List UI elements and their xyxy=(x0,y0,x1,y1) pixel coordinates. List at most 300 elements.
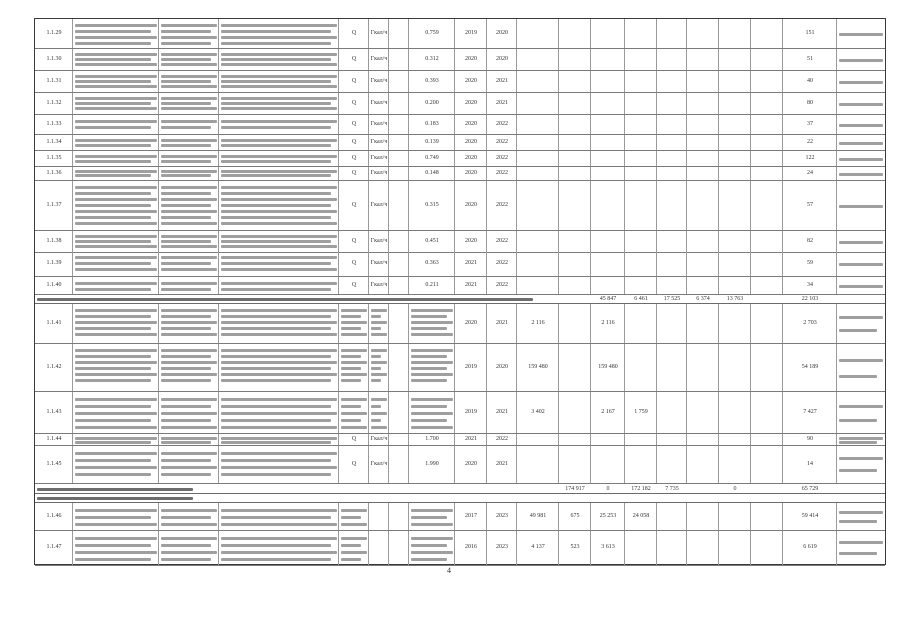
table-cell xyxy=(219,277,339,294)
text-line xyxy=(75,355,151,358)
text-line xyxy=(221,240,331,243)
table-cell xyxy=(657,115,687,134)
capacity-value: 0.211 xyxy=(425,282,439,288)
text-line xyxy=(839,419,877,422)
year-start: 2020 xyxy=(465,320,477,326)
text-line xyxy=(161,441,211,444)
capacity-value: 0.139 xyxy=(425,139,439,145)
table-cell xyxy=(591,135,625,150)
text-line xyxy=(161,198,217,201)
table-cell xyxy=(559,434,591,445)
total-value: 59 xyxy=(807,260,813,266)
year-start: 2020 xyxy=(465,461,477,467)
text-line xyxy=(341,349,367,352)
table-cell xyxy=(389,446,409,483)
text-line xyxy=(411,523,453,526)
text-line xyxy=(371,412,387,415)
text-line xyxy=(221,509,337,512)
text-line xyxy=(839,457,883,460)
text-line xyxy=(839,103,883,106)
cost-value: 2 167 xyxy=(601,409,615,415)
text-line xyxy=(161,155,217,158)
text-line xyxy=(221,245,337,248)
year-end: 2022 xyxy=(496,121,508,127)
total-value: 24 xyxy=(807,170,813,176)
table-row xyxy=(35,531,885,566)
text-line xyxy=(341,315,361,318)
text-line xyxy=(161,102,211,105)
text-line xyxy=(411,551,453,554)
text-line xyxy=(161,551,217,554)
year-start: 2020 xyxy=(465,78,477,84)
year-end: 2020 xyxy=(496,30,508,36)
text-line xyxy=(75,97,157,100)
text-line xyxy=(839,285,883,288)
text-line xyxy=(161,160,211,163)
year-end: 2022 xyxy=(496,202,508,208)
table-cell xyxy=(751,115,783,134)
text-line xyxy=(221,63,337,66)
table-row xyxy=(35,446,885,484)
table-cell xyxy=(559,71,591,92)
table-cell xyxy=(389,503,409,530)
text-line xyxy=(411,367,447,370)
unit-gcal: Гкал/ч xyxy=(370,139,388,145)
text-line xyxy=(839,81,883,84)
text-line xyxy=(411,426,453,429)
table-row xyxy=(35,135,885,151)
table-cell xyxy=(625,135,657,150)
text-line xyxy=(75,405,151,408)
table-cell xyxy=(751,231,783,252)
year-start: 2020 xyxy=(465,121,477,127)
table-cell xyxy=(687,392,719,433)
text-line xyxy=(221,398,337,401)
total-value: 6 619 xyxy=(803,544,817,550)
year-start: 2021 xyxy=(465,260,477,266)
table-cell xyxy=(625,49,657,70)
unit-q: Q xyxy=(351,56,357,62)
table-cell xyxy=(159,151,219,166)
table-cell xyxy=(591,277,625,294)
table-cell xyxy=(751,434,783,445)
text-line xyxy=(221,516,331,519)
unit-q: Q xyxy=(351,30,357,36)
text-line xyxy=(161,245,217,248)
text-line xyxy=(341,398,367,401)
text-line xyxy=(161,419,211,422)
table-cell xyxy=(657,503,687,530)
text-line xyxy=(371,321,387,324)
table-row xyxy=(35,71,885,93)
text-line xyxy=(221,204,331,207)
text-line xyxy=(221,452,337,455)
unit-q: Q xyxy=(351,121,357,127)
cost-value: 2 116 xyxy=(531,320,545,326)
subtotal-value: 172 182 xyxy=(631,486,651,492)
text-line xyxy=(161,523,217,526)
year-end: 2021 xyxy=(496,100,508,106)
unit-gcal: Гкал/ч xyxy=(370,436,388,442)
capacity-value: 0.393 xyxy=(425,78,439,84)
text-line xyxy=(161,24,217,27)
table-cell xyxy=(591,93,625,114)
table-cell xyxy=(159,135,219,150)
row-id: 1.1.39 xyxy=(46,260,62,266)
text-line xyxy=(341,509,367,512)
text-line xyxy=(75,192,151,195)
table-cell xyxy=(719,181,751,230)
text-line xyxy=(221,216,331,219)
text-line xyxy=(75,120,157,123)
year-end: 2022 xyxy=(496,282,508,288)
year-end: 2022 xyxy=(496,170,508,176)
table-cell xyxy=(559,167,591,180)
text-line xyxy=(75,544,151,547)
text-line xyxy=(411,412,453,415)
text-line xyxy=(221,174,331,177)
table-cell xyxy=(517,446,559,483)
text-line xyxy=(161,126,211,129)
unit-gcal: Гкал/ч xyxy=(370,170,388,176)
text-line xyxy=(161,398,217,401)
table-cell xyxy=(625,277,657,294)
row-id: 1.1.44 xyxy=(46,436,62,442)
text-line xyxy=(221,327,331,330)
text-line xyxy=(75,144,151,147)
text-line xyxy=(75,419,151,422)
table-cell xyxy=(657,304,687,343)
year-end: 2023 xyxy=(496,513,508,519)
text-line xyxy=(341,419,361,422)
total-value: 14 xyxy=(807,461,813,467)
table-cell xyxy=(687,231,719,252)
total-value: 82 xyxy=(807,238,813,244)
text-line xyxy=(75,379,151,382)
table-cell xyxy=(389,434,409,445)
text-line xyxy=(161,216,211,219)
table-cell xyxy=(517,151,559,166)
text-line xyxy=(75,516,151,519)
unit-q: Q xyxy=(351,155,357,161)
cost-value: 4 137 xyxy=(531,544,545,550)
text-line xyxy=(161,210,217,213)
table-cell xyxy=(591,115,625,134)
text-line xyxy=(341,355,361,358)
year-start: 2020 xyxy=(465,155,477,161)
table-cell xyxy=(389,19,409,48)
table-cell xyxy=(559,115,591,134)
table-cell xyxy=(657,71,687,92)
text-line xyxy=(75,523,157,526)
table-cell xyxy=(591,446,625,483)
cost-value: 1 759 xyxy=(634,409,648,415)
text-line xyxy=(161,97,217,100)
cost-value: 24 058 xyxy=(632,513,650,519)
text-line xyxy=(161,367,211,370)
text-line xyxy=(221,107,337,110)
table-cell xyxy=(159,277,219,294)
table-cell xyxy=(591,71,625,92)
table-cell xyxy=(73,135,159,150)
table-cell xyxy=(389,277,409,294)
text-line xyxy=(221,198,337,201)
table-cell xyxy=(389,304,409,343)
table-row xyxy=(35,19,885,49)
table-cell xyxy=(657,434,687,445)
table-cell xyxy=(687,344,719,391)
row-id: 1.1.31 xyxy=(46,78,62,84)
table-cell xyxy=(625,434,657,445)
text-line xyxy=(839,437,883,440)
text-line xyxy=(161,282,217,285)
year-end: 2022 xyxy=(496,238,508,244)
row-id: 1.1.32 xyxy=(46,100,62,106)
text-line xyxy=(75,459,151,462)
table-cell xyxy=(389,251,409,276)
text-line xyxy=(839,263,883,266)
table-cell xyxy=(719,434,751,445)
table-cell xyxy=(591,251,625,276)
table-row xyxy=(35,181,885,231)
text-line xyxy=(161,412,217,415)
text-line xyxy=(75,398,157,401)
year-start: 2021 xyxy=(465,282,477,288)
capacity-value: 0.148 xyxy=(425,170,439,176)
text-line xyxy=(411,361,453,364)
text-line xyxy=(411,405,447,408)
text-line xyxy=(341,516,361,519)
unit-q: Q xyxy=(351,461,357,467)
unit-q: Q xyxy=(351,260,357,266)
text-line xyxy=(221,426,337,429)
text-line xyxy=(75,509,157,512)
text-line xyxy=(75,315,151,318)
year-end: 2021 xyxy=(496,461,508,467)
table-cell xyxy=(687,434,719,445)
table-cell xyxy=(591,434,625,445)
total-value: 80 xyxy=(807,100,813,106)
text-line xyxy=(221,75,337,78)
table-cell xyxy=(719,251,751,276)
table-cell xyxy=(389,49,409,70)
table-cell xyxy=(687,93,719,114)
table-cell xyxy=(657,181,687,230)
text-line xyxy=(221,349,337,352)
row-id: 1.1.30 xyxy=(46,56,62,62)
text-line xyxy=(161,63,217,66)
text-line xyxy=(411,321,453,324)
total-value: 34 xyxy=(807,282,813,288)
table-cell xyxy=(517,115,559,134)
text-line xyxy=(75,155,157,158)
table-cell xyxy=(719,19,751,48)
text-line xyxy=(371,327,381,330)
table-cell xyxy=(719,167,751,180)
table-cell xyxy=(751,251,783,276)
table-cell xyxy=(719,151,751,166)
text-line xyxy=(221,262,331,265)
text-line xyxy=(161,268,217,271)
table-cell xyxy=(751,19,783,48)
text-line xyxy=(839,142,883,145)
table-cell xyxy=(517,167,559,180)
total-value: 7 427 xyxy=(803,409,817,415)
table-cell xyxy=(517,135,559,150)
total-value: 59 414 xyxy=(801,513,819,519)
text-line xyxy=(839,173,883,176)
table-row xyxy=(35,277,885,295)
unit-gcal: Гкал/ч xyxy=(370,260,388,266)
text-line xyxy=(839,520,877,523)
table-cell xyxy=(657,231,687,252)
year-end: 2020 xyxy=(496,56,508,62)
text-line xyxy=(221,24,337,27)
capacity-value: 0.759 xyxy=(425,30,439,36)
table-cell xyxy=(625,115,657,134)
table-cell xyxy=(559,93,591,114)
table-cell xyxy=(559,49,591,70)
cost-value: 159 480 xyxy=(598,364,618,370)
table-cell xyxy=(719,277,751,294)
text-line xyxy=(221,210,337,213)
cost-value: 49 981 xyxy=(529,513,547,519)
text-line xyxy=(75,288,151,291)
text-line xyxy=(75,102,151,105)
table-cell xyxy=(687,181,719,230)
subtotal-value: 22 103 xyxy=(801,296,819,302)
total-value: 90 xyxy=(807,436,813,442)
table-cell xyxy=(369,503,389,530)
text-line xyxy=(221,379,331,382)
table-row xyxy=(35,503,885,531)
text-line xyxy=(341,544,361,547)
table-cell xyxy=(159,115,219,134)
text-line xyxy=(221,160,331,163)
unit-gcal: Гкал/ч xyxy=(370,282,388,288)
text-line xyxy=(371,398,387,401)
table-cell xyxy=(687,277,719,294)
total-value: 57 xyxy=(807,202,813,208)
text-line xyxy=(161,516,211,519)
text-line xyxy=(161,349,217,352)
text-line xyxy=(75,42,151,45)
table-cell xyxy=(559,304,591,343)
text-line xyxy=(411,355,447,358)
text-line xyxy=(221,58,331,61)
capacity-value: 0.312 xyxy=(425,56,439,62)
text-line xyxy=(75,333,157,336)
text-line xyxy=(839,205,883,208)
text-line xyxy=(161,321,217,324)
table-cell xyxy=(719,344,751,391)
table-cell xyxy=(517,49,559,70)
table-cell xyxy=(751,135,783,150)
table-cell xyxy=(559,231,591,252)
table-cell xyxy=(625,93,657,114)
unit-q: Q xyxy=(351,78,357,84)
text-line xyxy=(371,333,387,336)
table-cell xyxy=(559,135,591,150)
table-cell xyxy=(389,392,409,433)
text-line xyxy=(161,30,211,33)
text-line xyxy=(75,126,151,129)
cost-value: 523 xyxy=(570,544,580,550)
year-start: 2019 xyxy=(465,364,477,370)
unit-gcal: Гкал/ч xyxy=(370,30,388,36)
text-line xyxy=(371,367,381,370)
text-line xyxy=(221,537,337,540)
unit-gcal: Гкал/ч xyxy=(370,238,388,244)
text-line xyxy=(411,544,447,547)
table-cell xyxy=(389,181,409,230)
text-line xyxy=(37,298,533,301)
table-cell xyxy=(591,167,625,180)
text-line xyxy=(371,426,387,429)
table-cell xyxy=(751,277,783,294)
text-line xyxy=(75,473,151,476)
text-line xyxy=(75,537,157,540)
table-cell xyxy=(687,503,719,530)
table-cell xyxy=(657,167,687,180)
text-line xyxy=(221,102,331,105)
text-line xyxy=(839,59,883,62)
text-line xyxy=(221,186,337,189)
text-line xyxy=(75,75,157,78)
row-id: 1.1.36 xyxy=(46,170,62,176)
table-cell xyxy=(751,181,783,230)
capacity-value: 1.700 xyxy=(425,436,439,442)
capacity-value: 0.749 xyxy=(425,155,439,161)
text-line xyxy=(341,367,361,370)
text-line xyxy=(75,107,157,110)
table-cell xyxy=(389,71,409,92)
text-line xyxy=(221,282,337,285)
text-line xyxy=(161,192,211,195)
table-cell xyxy=(625,19,657,48)
text-line xyxy=(75,240,151,243)
text-line xyxy=(75,198,157,201)
row-id: 1.1.35 xyxy=(46,155,62,161)
text-line xyxy=(221,170,337,173)
text-line xyxy=(161,174,211,177)
text-line xyxy=(221,126,331,129)
unit-q: Q xyxy=(351,436,357,442)
text-line xyxy=(75,262,151,265)
table-cell xyxy=(219,135,339,150)
text-line xyxy=(221,235,337,238)
table-cell xyxy=(687,19,719,48)
capacity-value: 0.451 xyxy=(425,238,439,244)
table-cell xyxy=(625,181,657,230)
text-line xyxy=(839,541,883,544)
table-row xyxy=(35,151,885,167)
table-cell xyxy=(625,167,657,180)
text-line xyxy=(161,222,217,225)
table-cell xyxy=(559,344,591,391)
total-value: 2 703 xyxy=(803,320,817,326)
table-cell xyxy=(751,93,783,114)
year-end: 2023 xyxy=(496,544,508,550)
year-start: 2021 xyxy=(465,436,477,442)
table-row xyxy=(35,115,885,135)
text-line xyxy=(839,469,877,472)
text-line xyxy=(839,405,883,408)
text-line xyxy=(161,309,217,312)
table-cell xyxy=(389,167,409,180)
text-line xyxy=(341,426,367,429)
text-line xyxy=(75,367,151,370)
